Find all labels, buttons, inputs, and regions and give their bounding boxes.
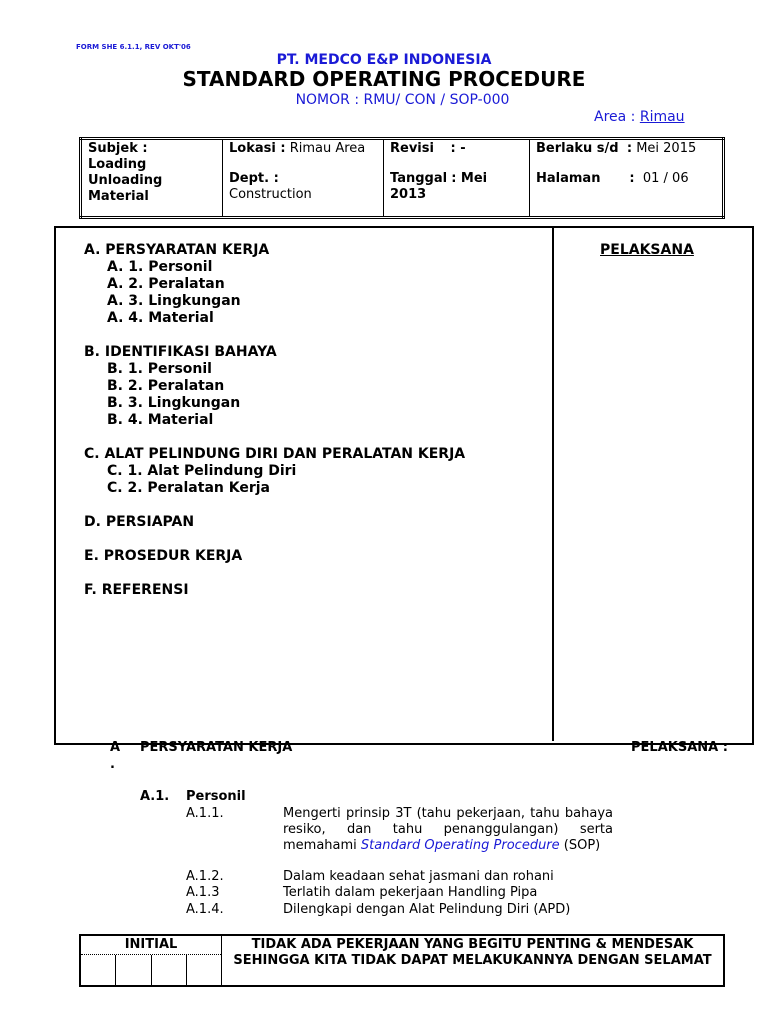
section-a-letter: A	[110, 740, 121, 755]
toc-item-b1: B. 1. Personil	[107, 361, 212, 377]
document-title: STANDARD OPERATING PROCEDURE	[182, 67, 586, 91]
lokasi-value: Rimau Area	[289, 141, 366, 156]
initial-boxes[interactable]	[81, 955, 221, 985]
toc-item-b4: B. 4. Material	[107, 412, 214, 428]
slogan-cell	[222, 935, 725, 986]
initial-footer	[79, 934, 725, 987]
toc-item-c1: C. 1. Alat Pelindung Diri	[107, 463, 297, 479]
dept-label: Dept. :	[229, 171, 279, 186]
revisi-cell	[384, 139, 530, 218]
initial-cell	[80, 935, 222, 986]
toc-section-d: D. PERSIAPAN	[84, 514, 195, 530]
area-label: Area :	[594, 109, 640, 125]
pelaksana-heading: PELAKSANA	[600, 242, 694, 258]
toc-item-c2: C. 2. Peralatan Kerja	[107, 480, 270, 496]
lokasi-cell	[223, 139, 384, 218]
toc-divider	[552, 227, 554, 741]
lokasi-label: Lokasi :	[229, 141, 286, 156]
berlaku-label: Berlaku s/d	[536, 141, 619, 156]
halaman-label: Halaman	[536, 171, 601, 186]
form-code: FORM SHE 6.1.1, REV OKT'06	[76, 43, 191, 51]
toc-section-c: C. ALAT PELINDUNG DIRI DAN PERALATAN KERJA	[84, 446, 466, 462]
company-name: PT. MEDCO E&P INDONESIA	[276, 52, 492, 68]
header-table	[79, 137, 725, 219]
safety-slogan: TIDAK ADA PEKERJAAN YANG BEGITU PENTING & MENDESAK SEHINGGA KITA TIDAK DAPAT MELAKUKANNYA DENGAN SELAMAT	[233, 937, 712, 968]
item-a13-number: A.1.3	[186, 885, 220, 900]
berlaku-value: Mei 2015	[636, 141, 697, 156]
berlaku-cell: Berlaku s/d : Mei 2015 Halaman : 01 / 06	[530, 139, 724, 218]
toc-item-a1: A. 1. Personil	[107, 259, 213, 275]
tanggal-label: Tanggal	[390, 171, 448, 186]
toc-section-e: E. PROSEDUR KERJA	[84, 548, 243, 564]
item-a11-number: A.1.1.	[186, 806, 224, 821]
toc-item-b2: B. 2. Peralatan	[107, 378, 225, 394]
item-a13-text: Terlatih dalam pekerjaan Handling Pipa	[283, 885, 538, 900]
revisi-label: Revisi	[390, 141, 434, 156]
section-a-title: PERSYARATAN KERJA	[140, 740, 293, 755]
subjek-label: Subjek :	[88, 141, 148, 156]
area-line	[594, 109, 685, 125]
toc-item-a3: A. 3. Lingkungan	[107, 293, 241, 309]
toc-section-b: B. IDENTIFIKASI BAHAYA	[84, 344, 277, 360]
sop-term: Standard Operating Procedure	[360, 838, 560, 853]
halaman-value: 01 / 06	[642, 171, 689, 186]
section-a-pelaksana: PELAKSANA :	[631, 740, 728, 755]
subjek-cell	[81, 139, 223, 218]
toc-item-b3: B. 3. Lingkungan	[107, 395, 241, 411]
item-a14-text: Dilengkapi dengan Alat Pelindung Diri (APD)	[283, 902, 571, 917]
toc-section-f: F. REFERENSI	[84, 582, 189, 598]
initial-label: INITIAL	[81, 936, 221, 955]
table-of-contents	[84, 242, 465, 599]
section-a-dot: .	[110, 757, 115, 772]
area-value: Rimau	[639, 109, 685, 125]
toc-section-a: A. PERSYARATAN KERJA	[84, 242, 270, 258]
item-a11-text: Mengerti prinsip 3T (tahu pekerjaan, tahu bahaya resiko, dan tahu penanggulangan) serta memahami Standard Operating Procedure (SOP)	[283, 806, 613, 853]
toc-item-a2: A. 2. Peralatan	[107, 276, 225, 292]
document-number: NOMOR : RMU/ CON / SOP-000	[295, 92, 510, 108]
subsection-a1-title: Personil	[186, 789, 246, 804]
item-a12-text: Dalam keadaan sehat jasmani dan rohani	[283, 869, 554, 884]
tanggal-value: : Mei 2013	[390, 171, 488, 202]
subjek-value: Loading Unloading Material	[88, 157, 163, 204]
item-a14-number: A.1.4.	[186, 902, 224, 917]
dept-value: Construction	[229, 187, 312, 202]
subsection-a1-number: A.1.	[140, 789, 170, 804]
item-a12-number: A.1.2.	[186, 869, 224, 884]
toc-item-a4: A. 4. Material	[107, 310, 214, 326]
revisi-value: : -	[450, 141, 466, 156]
